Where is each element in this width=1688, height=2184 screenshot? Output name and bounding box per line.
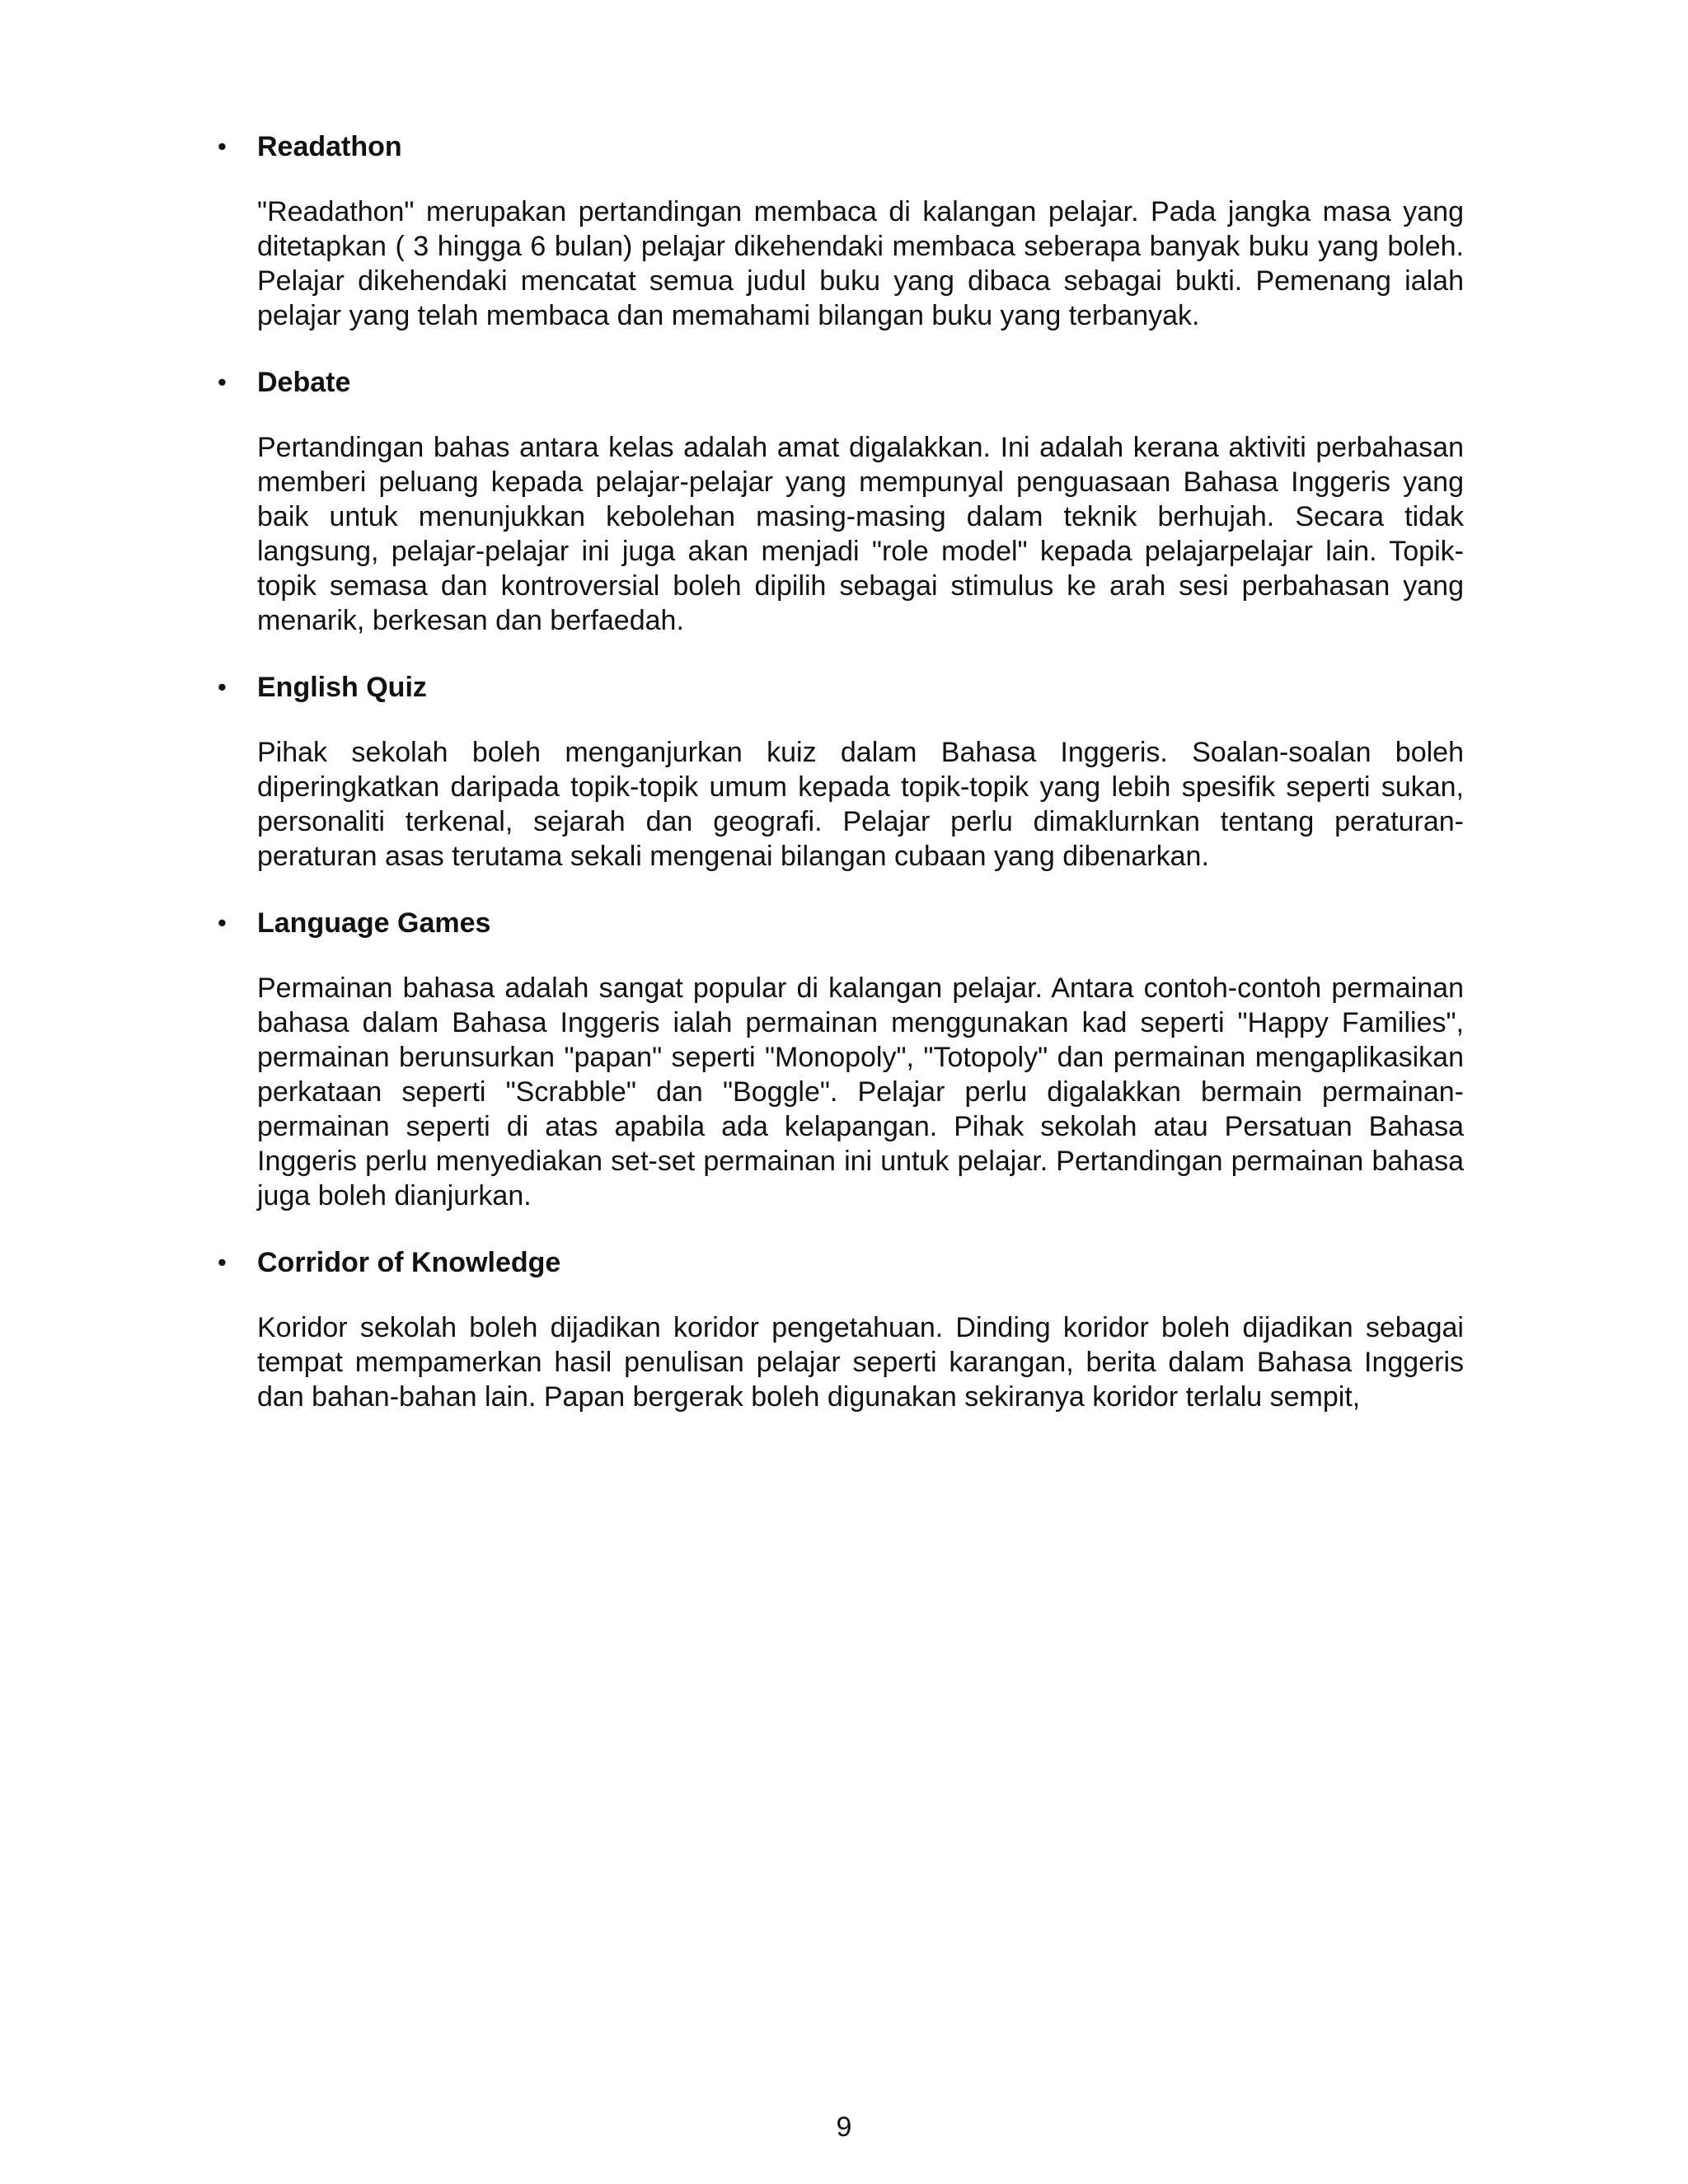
section-heading: Debate: [257, 367, 351, 398]
section-heading-row: [216, 361, 1464, 404]
section-list: [216, 125, 1464, 1442]
section-body: Pihak sekolah boleh menganjurkan kuiz dalam Bahasa Inggeris. Soalan-soalan boleh diperingkatkan daripada topik-topik umum kepada topik-topik yang lebih spesifik seperti sukan, personaliti terkenal, sejarah dan geografi. Pelajar perlu dimaklurnkan tentang peraturan-peraturan asas terutama sekali mengenai bilangan cubaan yang dibenarkan.: [257, 737, 1464, 872]
page-number: 9: [836, 2111, 852, 2143]
section-heading-row: [216, 902, 1464, 944]
section-body: Permainan bahasa adalah sangat popular di kalangan pelajar. Antara contoh-contoh permainan bahasa dalam Bahasa Inggeris ialah permainan menggunakan kad seperti "Happy Families", permainan berunsurkan "papan" seperti "Monopoly", "Totopoly" dan permainan mengaplikasikan perkataan seperti "Scrabble" dan "Boggle". Pelajar perlu digalakkan bermain permainan-permainan seperti di atas apabila ada kelapangan. Pihak sekolah atau Persatuan Bahasa Inggeris perlu menyediakan set-set permainan ini untuk pelajar. Pertandingan permainan bahasa juga boleh dianjurkan.: [257, 972, 1464, 1212]
section-body: Pertandingan bahas antara kelas adalah amat digalakkan. Ini adalah kerana aktiviti perbahasan memberi peluang kepada pelajar-pelajar yang mempunyal penguasaan Bahasa Inggeris yang baik untuk menunjukkan kebolehan masing-masing dalam teknik berhujah. Secara tidak langsung, pelajar-pelajar ini juga akan menjadi "role model" kepada pelajarpelajar lain. Topik-topik semasa dan kontroversial boleh dipilih sebagai stimulus ke arah sesi perbahasan yang menarik, berkesan dan berfaedah.: [257, 432, 1464, 636]
section-heading-row: [216, 1241, 1464, 1284]
section-heading: Corridor of Knowledge: [257, 1247, 561, 1278]
bullet-icon: •: [218, 368, 227, 396]
section-heading-row: [216, 666, 1464, 709]
section-debate: [216, 361, 1464, 638]
section-heading: Readathon: [257, 131, 402, 162]
section-english-quiz: [216, 666, 1464, 874]
section-body: Koridor sekolah boleh dijadikan koridor pengetahuan. Dinding koridor boleh dijadikan sebagai tempat mempamerkan hasil penulisan pelajar seperti karangan, berita dalam Bahasa Inggeris dan bahan-bahan lain. Papan bergerak boleh digunakan sekiranya koridor terlalu sempit,: [257, 1312, 1464, 1413]
section-heading: English Quiz: [257, 672, 427, 703]
bullet-icon: •: [218, 132, 227, 161]
bullet-icon: •: [218, 673, 227, 701]
section-body: "Readathon" merupakan pertandingan membaca di kalangan pelajar. Pada jangka masa yang ditetapkan ( 3 hingga 6 bulan) pelajar dikehendaki membaca seberapa banyak buku yang boleh. Pelajar dikehendaki mencatat semua judul buku yang dibaca sebagai bukti. Pemenang ialah pelajar yang telah membaca dan memahami bilangan buku yang terbanyak.: [257, 196, 1464, 331]
section-readathon: [216, 125, 1464, 333]
bullet-icon: •: [218, 1248, 227, 1277]
section-language-games: [216, 902, 1464, 1213]
section-heading-row: [216, 125, 1464, 168]
section-heading: Language Games: [257, 907, 491, 939]
section-corridor-of-knowledge: [216, 1241, 1464, 1414]
bullet-icon: •: [218, 908, 227, 937]
